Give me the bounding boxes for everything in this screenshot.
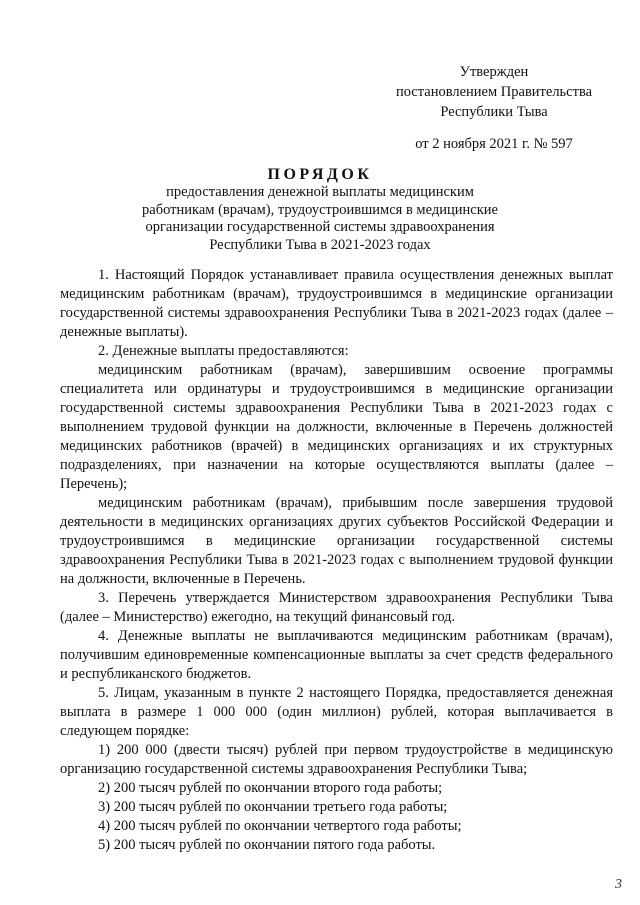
approval-line-date: от 2 ноября 2021 г. № 597 [415, 136, 573, 152]
approval-block [384, 62, 604, 154]
payment-step-4: 4) 200 тысяч рублей по окончании четвертого года работы; [98, 818, 462, 834]
document-body [60, 266, 613, 855]
payment-step-2: 2) 200 тысяч рублей по окончании второго года работы; [98, 780, 443, 796]
subtitle-line: Республики Тыва в 2021-2023 годах [209, 236, 431, 253]
paragraph-3: 3. Перечень утверждается Министерством здравоохранения Республики Тыва (далее – Министерство) ежегодно, на текущий финансовый год. [60, 590, 613, 625]
subtitle-line: предоставления денежной выплаты медицинским [166, 184, 474, 200]
paragraph-2-item-1: медицинским работникам (врачам), завершившим освоение программы специалитета или ординатуры и трудоустроившимся в медицинские организации государственной системы здравоохранения Республики Тыва в 2021-2023 годах с выполнением трудовой функции на должности, включенные в Перечень должностей медицинских работников (врачей) в медицинских организациях и их структурных подразделениях, при назначении на которые осуществляются выплаты (далее – Перечень); [60, 362, 613, 492]
approval-line-republic: Республики Тыва [440, 104, 548, 120]
document-subtitle [100, 184, 540, 254]
approval-line-resolution: постановлением Правительства [395, 84, 593, 100]
paragraph-2: 2. Денежные выплаты предоставляются: [98, 343, 349, 359]
document-title: ПОРЯДОК [267, 166, 373, 183]
paragraph-4: 4. Денежные выплаты не выплачиваются медицинским работникам (врачам), получившим единовременные компенсационные выплаты за счет средств федерального и республиканского бюджетов. [60, 628, 613, 682]
paragraph-1: 1. Настоящий Порядок устанавливает правила осуществления денежных выплат медицинским работникам (врачам), трудоустроившимся в медицинские организации государственной системы здравоохранения Республики Тыва в 2021-2023 годах (далее – денежные выплаты). [60, 267, 613, 340]
payment-step-1: 1) 200 000 (двести тысяч) рублей при первом трудоустройстве в медицинскую организацию государственной системы здравоохранения Республики Тыва; [60, 742, 613, 777]
approval-line-approved: Утвержден [459, 64, 529, 80]
payment-step-5: 5) 200 тысяч рублей по окончании пятого года работы. [98, 837, 436, 853]
subtitle-line: работникам (врачам), трудоустроившимся в медицинские [142, 201, 498, 218]
paragraph-2-item-2: медицинским работникам (врачам), прибывшим после завершения трудовой деятельности в медицинских организациях других субъектов Российской Федерации и трудоустроившимся в медицинские организации государственной системы здравоохранения Республики Тыва в 2021-2023 годах с выполнением трудовой функции на должности, включенные в Перечень. [60, 495, 613, 587]
page-number: 3 [615, 877, 622, 892]
paragraph-5: 5. Лицам, указанным в пункте 2 настоящего Порядка, предоставляется денежная выплата в размере 1 000 000 (один миллион) рублей, которая выплачивается в следующем порядке: [60, 685, 613, 739]
payment-step-3: 3) 200 тысяч рублей по окончании третьего года работы; [98, 799, 448, 815]
subtitle-line: организации государственной системы здравоохранения [145, 219, 495, 235]
